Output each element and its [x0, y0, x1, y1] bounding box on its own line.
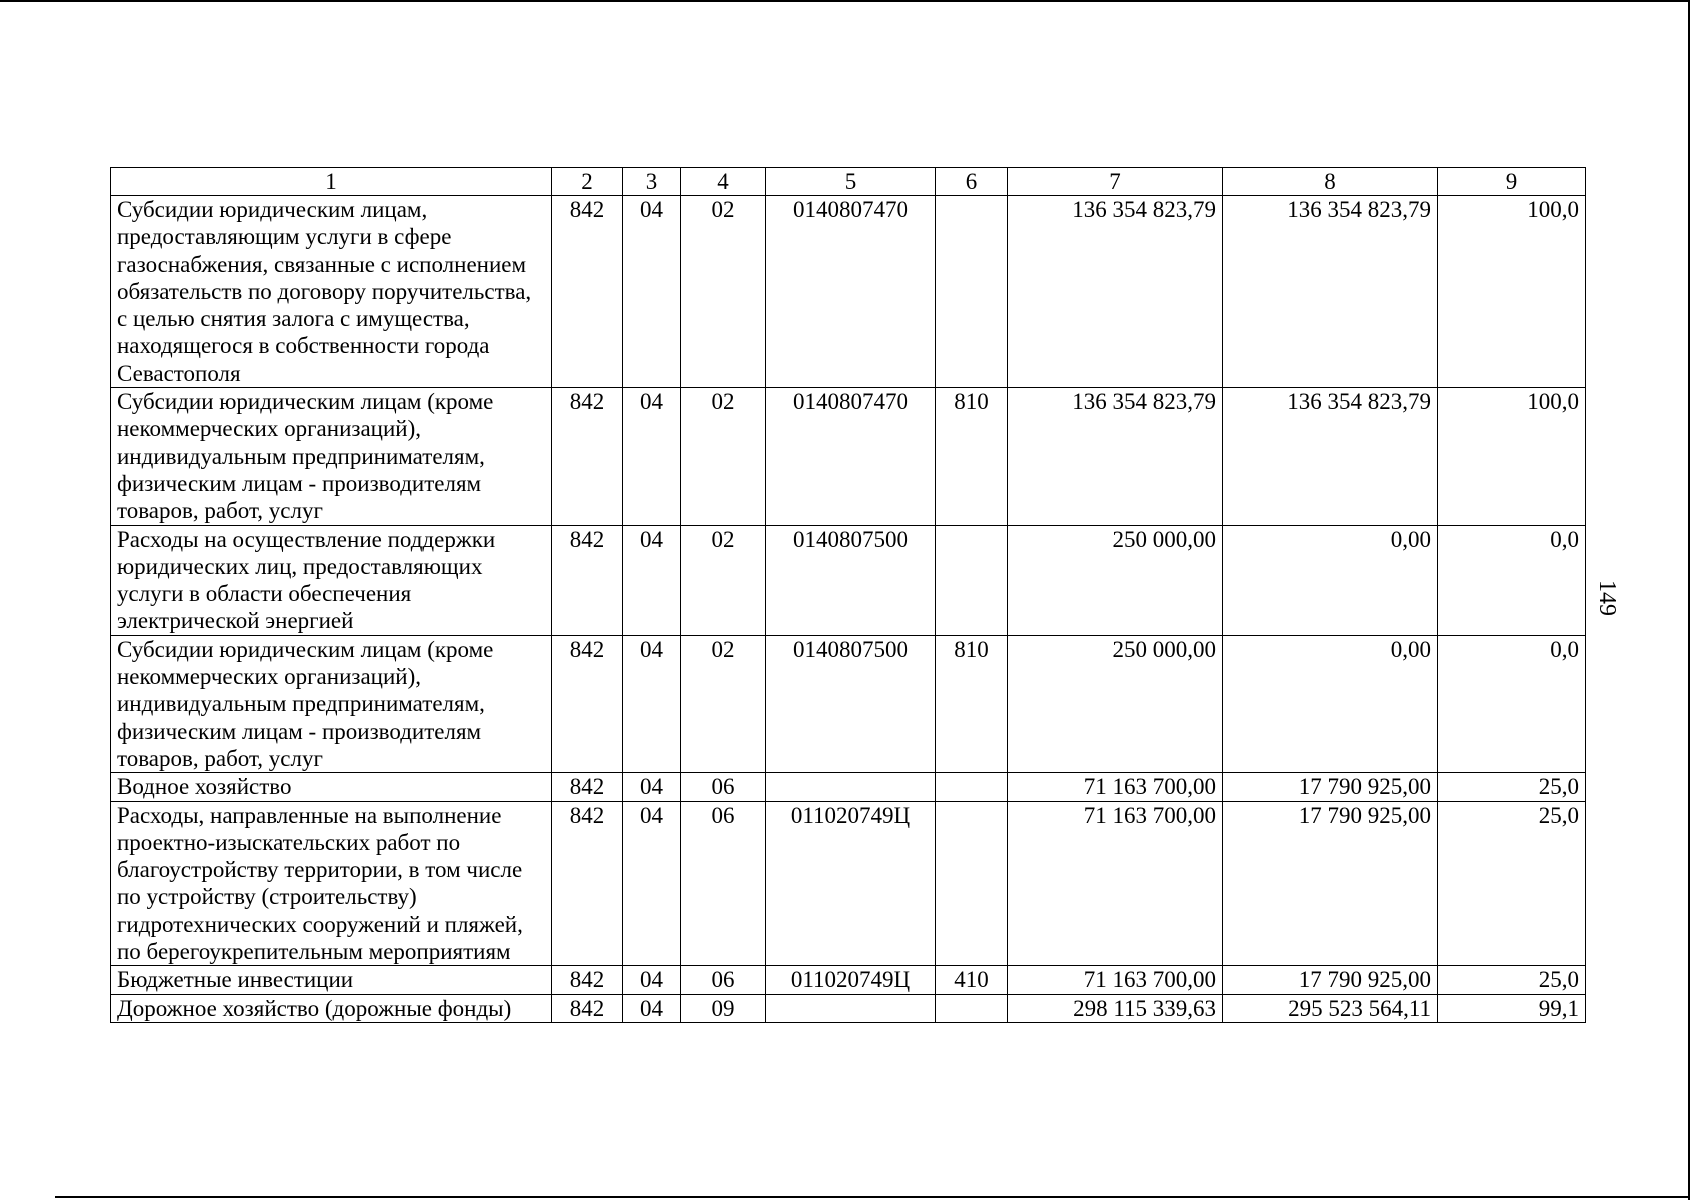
- ministry-code-cell: 842: [552, 773, 623, 801]
- table-row: [111, 388, 1586, 525]
- table-row: [111, 196, 1586, 388]
- target-article-cell: 0140807470: [766, 388, 936, 525]
- planned-amount-cell: 250 000,00: [1008, 635, 1223, 772]
- percent-cell: 100,0: [1438, 196, 1586, 388]
- row-name-cell: Расходы на осуществление поддержки юридических лиц, предоставляющих услуги в области обеспечения электрической энергией: [111, 525, 552, 635]
- header-cell-7: 7: [1008, 168, 1223, 196]
- ministry-code-cell: 842: [552, 966, 623, 994]
- target-article-cell: [766, 994, 936, 1022]
- target-article-cell: [766, 773, 936, 801]
- page-border-bottom: [55, 1196, 1690, 1198]
- table-row: [111, 525, 1586, 635]
- ministry-code-cell: 842: [552, 388, 623, 525]
- percent-cell: 25,0: [1438, 801, 1586, 966]
- table-row: [111, 635, 1586, 772]
- percent-cell: 0,0: [1438, 635, 1586, 772]
- actual-amount-cell: 136 354 823,79: [1223, 196, 1438, 388]
- target-article-cell: 0140807500: [766, 525, 936, 635]
- row-name-cell: Водное хозяйство: [111, 773, 552, 801]
- planned-amount-cell: 298 115 339,63: [1008, 994, 1223, 1022]
- percent-cell: 25,0: [1438, 773, 1586, 801]
- page-number: 149: [1594, 580, 1620, 616]
- row-name-cell: Субсидии юридическим лицам, предоставляющим услуги в сфере газоснабжения, связанные с исполнением обязательств по договору поручительства, с целью снятия залога с имущества, находящегося в собственности города Севастополя: [111, 196, 552, 388]
- target-article-cell: 011020749Ц: [766, 801, 936, 966]
- page-border-top: [0, 0, 1688, 2]
- planned-amount-cell: 71 163 700,00: [1008, 801, 1223, 966]
- header-cell-6: 6: [936, 168, 1008, 196]
- actual-amount-cell: 17 790 925,00: [1223, 966, 1438, 994]
- expense-type-cell: [936, 773, 1008, 801]
- ministry-code-cell: 842: [552, 196, 623, 388]
- actual-amount-cell: 136 354 823,79: [1223, 388, 1438, 525]
- subsection-code-cell: 06: [681, 966, 766, 994]
- percent-cell: 0,0: [1438, 525, 1586, 635]
- subsection-code-cell: 06: [681, 773, 766, 801]
- target-article-cell: 0140807470: [766, 196, 936, 388]
- ministry-code-cell: 842: [552, 994, 623, 1022]
- percent-cell: 25,0: [1438, 966, 1586, 994]
- section-code-cell: 04: [623, 994, 681, 1022]
- section-code-cell: 04: [623, 388, 681, 525]
- row-name-cell: Расходы, направленные на выполнение проектно-изыскательских работ по благоустройству территории, в том числе по устройству (строительству) гидротехнических сооружений и пляжей, по берегоукрепительным мероприятиям: [111, 801, 552, 966]
- row-name-cell: Субсидии юридическим лицам (кроме некоммерческих организаций), индивидуальным предпринимателям, физическим лицам - производителям товаров, работ, услуг: [111, 388, 552, 525]
- subsection-code-cell: 02: [681, 525, 766, 635]
- expense-type-cell: [936, 196, 1008, 388]
- table-row: [111, 966, 1586, 994]
- target-article-cell: 011020749Ц: [766, 966, 936, 994]
- subsection-code-cell: 02: [681, 196, 766, 388]
- percent-cell: 99,1: [1438, 994, 1586, 1022]
- planned-amount-cell: 71 163 700,00: [1008, 773, 1223, 801]
- expense-type-cell: [936, 801, 1008, 966]
- header-cell-3: 3: [623, 168, 681, 196]
- actual-amount-cell: 17 790 925,00: [1223, 773, 1438, 801]
- section-code-cell: 04: [623, 966, 681, 994]
- table-header-row: [111, 168, 1586, 196]
- section-code-cell: 04: [623, 525, 681, 635]
- actual-amount-cell: 0,00: [1223, 635, 1438, 772]
- actual-amount-cell: 0,00: [1223, 525, 1438, 635]
- table-row: [111, 773, 1586, 801]
- percent-cell: 100,0: [1438, 388, 1586, 525]
- section-code-cell: 04: [623, 801, 681, 966]
- actual-amount-cell: 295 523 564,11: [1223, 994, 1438, 1022]
- header-cell-9: 9: [1438, 168, 1586, 196]
- subsection-code-cell: 09: [681, 994, 766, 1022]
- planned-amount-cell: 250 000,00: [1008, 525, 1223, 635]
- header-cell-2: 2: [552, 168, 623, 196]
- planned-amount-cell: 71 163 700,00: [1008, 966, 1223, 994]
- expense-type-cell: [936, 525, 1008, 635]
- header-cell-8: 8: [1223, 168, 1438, 196]
- table-row: [111, 801, 1586, 966]
- planned-amount-cell: 136 354 823,79: [1008, 388, 1223, 525]
- row-name-cell: Субсидии юридическим лицам (кроме некоммерческих организаций), индивидуальным предпринимателям, физическим лицам - производителям товаров, работ, услуг: [111, 635, 552, 772]
- subsection-code-cell: 02: [681, 388, 766, 525]
- subsection-code-cell: 02: [681, 635, 766, 772]
- expense-type-cell: 810: [936, 635, 1008, 772]
- ministry-code-cell: 842: [552, 525, 623, 635]
- actual-amount-cell: 17 790 925,00: [1223, 801, 1438, 966]
- planned-amount-cell: 136 354 823,79: [1008, 196, 1223, 388]
- row-name-cell: Дорожное хозяйство (дорожные фонды): [111, 994, 552, 1022]
- ministry-code-cell: 842: [552, 635, 623, 772]
- table-row: [111, 994, 1586, 1022]
- expense-type-cell: [936, 994, 1008, 1022]
- budget-table: [110, 167, 1586, 1023]
- expense-type-cell: 810: [936, 388, 1008, 525]
- ministry-code-cell: 842: [552, 801, 623, 966]
- target-article-cell: 0140807500: [766, 635, 936, 772]
- section-code-cell: 04: [623, 196, 681, 388]
- header-cell-4: 4: [681, 168, 766, 196]
- section-code-cell: 04: [623, 635, 681, 772]
- header-cell-1: 1: [111, 168, 552, 196]
- subsection-code-cell: 06: [681, 801, 766, 966]
- header-cell-5: 5: [766, 168, 936, 196]
- expense-type-cell: 410: [936, 966, 1008, 994]
- row-name-cell: Бюджетные инвестиции: [111, 966, 552, 994]
- section-code-cell: 04: [623, 773, 681, 801]
